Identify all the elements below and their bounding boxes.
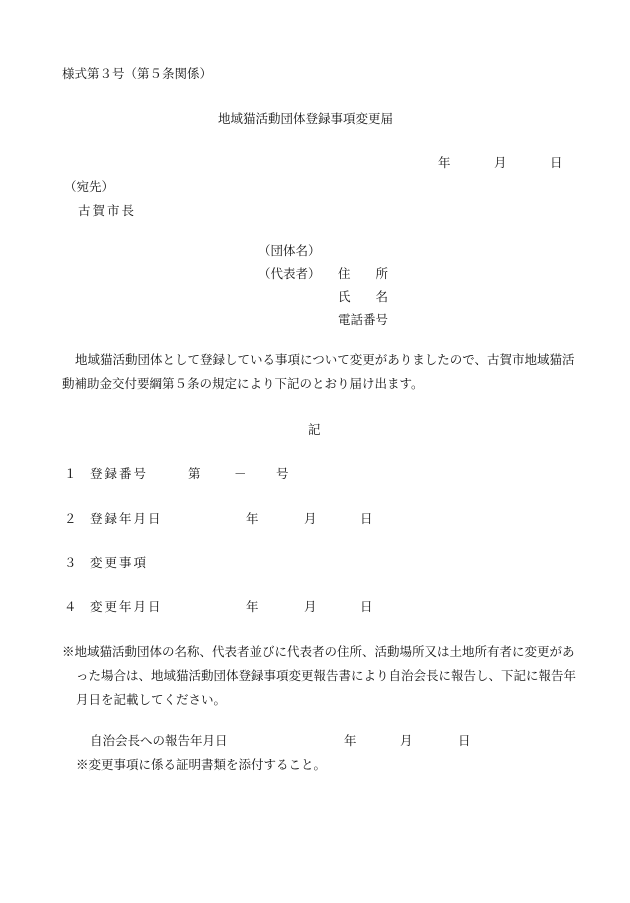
report-day: 日 [458, 733, 471, 748]
item-2-year: 年 [246, 511, 259, 526]
item-1-dash: － [234, 466, 247, 481]
representative-label: （代表者） [258, 266, 321, 281]
item-1-number: １ [64, 466, 77, 481]
item-2-number: ２ [64, 511, 77, 526]
group-name-label: （団体名） [258, 243, 321, 258]
document-title: 地域猫活動団体登録事項変更届 [218, 111, 394, 126]
item-4-day: 日 [360, 599, 373, 614]
item-2-day: 日 [360, 511, 373, 526]
body-paragraph: 地域猫活動団体として登録している事項について変更がありましたので、古賀市地域猫活動補助金交付要綱第５条の規定により下記のとおり届け出ます。 [62, 352, 575, 391]
attachment-note: ※変更事項に係る証明書類を添付すること。 [76, 757, 327, 772]
address-label: 住 所 [338, 266, 389, 281]
phone-label: 電話番号 [338, 312, 389, 327]
addressee-name: 古賀市長 [78, 203, 137, 218]
item-4-month: 月 [304, 599, 317, 614]
item-1-label: 登録番号 [90, 466, 149, 481]
item-2-label: 登録年月日 [90, 511, 163, 526]
addressee-prefix: （宛先） [64, 179, 115, 194]
form-number: 様式第３号（第５条関係） [62, 66, 213, 81]
item-2-month: 月 [304, 511, 317, 526]
date-year-label: 年 [438, 155, 451, 170]
date-day-label: 日 [550, 155, 563, 170]
date-month-label: 月 [494, 155, 507, 170]
item-3-number: ３ [64, 555, 77, 570]
item-3-label: 変更事項 [90, 555, 149, 570]
item-1-dai: 第 [188, 466, 201, 481]
change-notice: ※地域猫活動団体の名称、代表者並びに代表者の住所、活動場所又は土地所有者に変更があった場合は、地域猫活動団体登録事項変更報告書により自治会長に報告し、下記に報告年月日を記載してください。 [62, 644, 577, 707]
item-4-year: 年 [246, 599, 259, 614]
report-month: 月 [400, 733, 413, 748]
report-year: 年 [344, 733, 357, 748]
item-1-go: 号 [276, 466, 289, 481]
item-4-label: 変更年月日 [90, 599, 163, 614]
ki-heading: 記 [308, 422, 321, 437]
name-label: 氏 名 [338, 289, 389, 304]
item-4-number: ４ [64, 599, 77, 614]
report-date-label: 自治会長への報告年月日 [90, 733, 228, 748]
